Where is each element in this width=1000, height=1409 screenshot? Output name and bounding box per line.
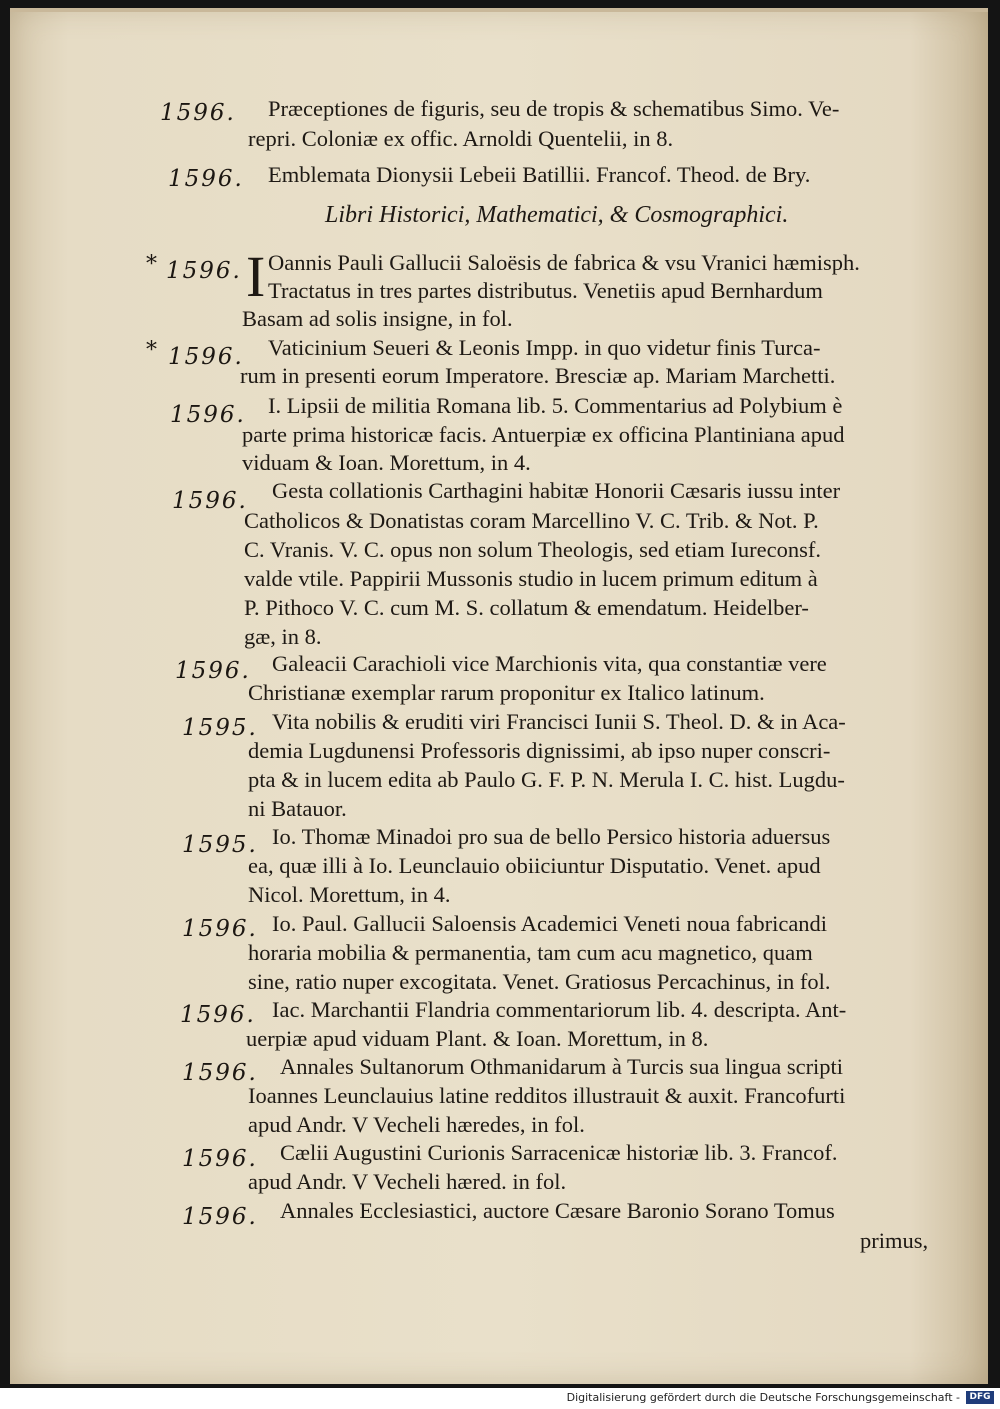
entry-line: Annales Ecclesiastici, auctore Cæsare Baronio Sorano Tomus: [280, 1198, 835, 1223]
entry-line: parte prima historicæ facis. Antuerpiæ ex officina Plantiniana apud: [242, 422, 845, 447]
entry-line: Iac. Marchantii Flandria commentariorum lib. 4. descripta. Ant-: [272, 997, 847, 1022]
entry-year: 1596.: [160, 100, 236, 126]
entry-line: Vaticinium Seueri & Leonis Impp. in quo videtur finis Turca-: [268, 335, 821, 360]
entry-line: horaria mobilia & permanentia, tam cum acu magnetico, quam: [248, 940, 813, 965]
entry-line: Catholicos & Donatistas coram Marcellino V. C. Trib. & Not. P.: [244, 508, 819, 533]
entry-line: Emblemata Dionysii Lebeii Batillii. Francof. Theod. de Bry.: [268, 162, 811, 187]
entry-line: rum in presenti eorum Imperatore. Bresciæ ap. Mariam Marchetti.: [240, 363, 836, 388]
entry-line: Gesta collationis Carthagini habitæ Honorii Cæsaris iussu inter: [272, 478, 841, 503]
entry-year: 1596.: [182, 916, 258, 942]
entry-line: ea, quæ illi à Io. Leunclauio obiiciuntur Disputatio. Venet. apud: [248, 853, 821, 878]
entry-year: 1596.: [182, 1060, 258, 1086]
entry-line: demia Lugdunensi Professoris dignissimi, ab ipso nuper conscri-: [248, 738, 831, 763]
section-heading: Libri Historici, Mathematici, & Cosmographici.: [325, 202, 789, 228]
entry-line: Tractatus in tres partes distributus. Venetiis apud Bernhardum: [268, 278, 823, 303]
entry-line: pta & in lucem edita ab Paulo G. F. P. N. Merula I. C. hist. Lugdu-: [248, 767, 845, 792]
entry-line: apud Andr. V Vecheli hæredes, in fol.: [248, 1112, 585, 1137]
book-page: [10, 8, 988, 1384]
catchword: primus,: [860, 1228, 929, 1253]
asterisk-mark: *: [146, 252, 157, 277]
entry-line: Nicol. Morettum, in 4.: [248, 882, 451, 907]
entry-line: Vita nobilis & eruditi viri Francisci Iunii S. Theol. D. & in Aca-: [272, 709, 846, 734]
entry-year: 1595.: [182, 715, 258, 741]
entry-line: valde vtile. Pappirii Mussonis studio in lucem primum editum à: [244, 566, 818, 591]
asterisk-mark: *: [146, 338, 157, 363]
entry-line: repri. Coloniæ ex offic. Arnoldi Quentelii, in 8.: [248, 126, 674, 151]
entry-year: 1596.: [182, 1204, 258, 1230]
entry-line: uerpiæ apud viduam Plant. & Ioan. Morettum, in 8.: [246, 1026, 709, 1051]
drop-cap: I: [246, 244, 266, 309]
entry-year: 1596.: [168, 166, 244, 192]
footer-bar: [0, 1388, 1000, 1409]
entry-line: ni Batauor.: [248, 796, 347, 821]
entry-line: I. Lipsii de militia Romana lib. 5. Commentarius ad Polybium è: [268, 393, 843, 418]
entry-year: 1596.: [168, 344, 244, 370]
entry-year: 1595.: [182, 832, 258, 858]
entry-line: Oannis Pauli Gallucii Saloësis de fabrica & vsu Vranici hæmisph.: [268, 250, 860, 275]
dfg-logo: DFG: [966, 1391, 994, 1404]
entry-year: 1596.: [166, 258, 242, 284]
entry-line: apud Andr. V Vecheli hæred. in fol.: [248, 1169, 567, 1194]
entry-line: viduam & Ioan. Morettum, in 4.: [242, 450, 531, 475]
entry-year: 1596.: [182, 1146, 258, 1172]
entry-line: Io. Thomæ Minadoi pro sua de bello Persico historia aduersus: [272, 824, 831, 849]
entry-line: gæ, in 8.: [244, 624, 322, 649]
entry-line: Annales Sultanorum Othmanidarum à Turcis sua lingua scripti: [280, 1054, 844, 1079]
footer-credit: Digitalisierung gefördert durch die Deutsche Forschungsgemeinschaft -: [566, 1391, 960, 1404]
entry-line: Ioannes Leunclauius latine redditos illustrauit & auxit. Francofurti: [248, 1083, 846, 1108]
entry-year: 1596.: [170, 402, 246, 428]
entry-line: Basam ad solis insigne, in fol.: [242, 306, 513, 331]
entry-line: sine, ratio nuper excogitata. Venet. Gratiosus Percachinus, in fol.: [248, 969, 831, 994]
page-top-edge: [10, 8, 988, 12]
entry-line: Io. Paul. Gallucii Saloensis Academici Veneti noua fabricandi: [272, 911, 828, 936]
entry-year: 1596.: [175, 658, 251, 684]
entry-line: Christianæ exemplar rarum proponitur ex Italico latinum.: [248, 680, 765, 705]
entry-line: Galeacii Carachioli vice Marchionis vita, qua constantiæ vere: [272, 651, 827, 676]
entry-line: P. Pithoco V. C. cum M. S. collatum & emendatum. Heidelber-: [244, 595, 809, 620]
entry-line: Cælii Augustini Curionis Sarracenicæ historiæ lib. 3. Francof.: [280, 1140, 838, 1165]
entry-line: C. Vranis. V. C. opus non solum Theologis, sed etiam Iureconsf.: [244, 537, 821, 562]
entry-year: 1596.: [172, 488, 248, 514]
entry-line: Præceptiones de figuris, seu de tropis & schematibus Simo. Ve-: [268, 96, 840, 121]
entry-year: 1596.: [180, 1002, 256, 1028]
